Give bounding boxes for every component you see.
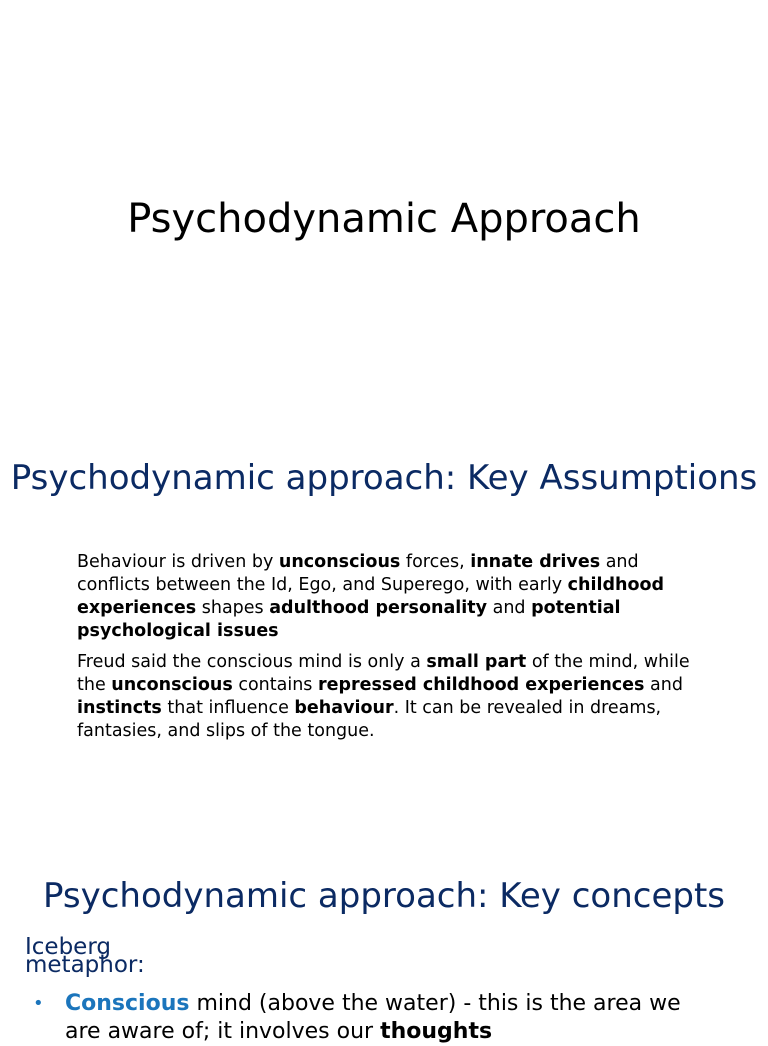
text-segment: that influence bbox=[161, 698, 295, 718]
bold-term: potential psychological issues bbox=[77, 598, 621, 641]
bold-term: childhood experiences bbox=[77, 575, 665, 618]
assumptions-paragraph-1 bbox=[77, 551, 697, 643]
concept-text: are aware of; it involves our bbox=[65, 1019, 374, 1044]
text-segment: shapes bbox=[196, 598, 270, 618]
slide-3-title: Psychodynamic approach: Key concepts bbox=[42, 876, 726, 916]
text-segment: and bbox=[644, 675, 683, 695]
slide-1-title: Psychodynamic Approach bbox=[127, 196, 641, 242]
iceberg-metaphor-label: Iceberg metaphor: bbox=[25, 934, 145, 978]
bold-term: instincts bbox=[77, 698, 162, 718]
text-segment: contains bbox=[232, 675, 318, 695]
text-segment: Behaviour is driven by bbox=[77, 552, 279, 572]
bold-term: unconscious bbox=[278, 552, 401, 572]
text-segment: . It can be revealed in dreams, fantasies, and slips of the tongue. bbox=[77, 698, 662, 741]
bold-term: adulthood personality bbox=[269, 598, 488, 618]
list-item bbox=[33, 990, 768, 1046]
text-segment: and conflicts between the Id, Ego, and Superego, with early bbox=[77, 552, 639, 595]
bold-term: thoughts bbox=[380, 1019, 493, 1044]
bold-term: small part bbox=[426, 652, 527, 672]
text-segment: forces, bbox=[400, 552, 471, 572]
bold-term: innate drives bbox=[470, 552, 601, 572]
key-concepts-list bbox=[33, 990, 768, 1046]
text-segment: and bbox=[487, 598, 532, 618]
bold-term: behaviour bbox=[294, 698, 394, 718]
assumptions-paragraph-2 bbox=[77, 651, 697, 743]
text-segment: of the mind, while the bbox=[77, 652, 690, 695]
concept-text: mind (above the water) - this is the area we bbox=[189, 991, 681, 1016]
text-segment: Freud said the conscious mind is only a bbox=[77, 652, 427, 672]
bold-term: unconscious bbox=[111, 675, 233, 695]
slide-2-body bbox=[77, 551, 697, 743]
bold-term: repressed childhood experiences bbox=[317, 675, 645, 695]
concept-text-line-2 bbox=[65, 1018, 768, 1046]
slide-2-title: Psychodynamic approach: Key Assumptions bbox=[10, 458, 758, 498]
concept-term: Conscious bbox=[65, 991, 190, 1016]
bullet-icon: • bbox=[33, 993, 44, 1014]
